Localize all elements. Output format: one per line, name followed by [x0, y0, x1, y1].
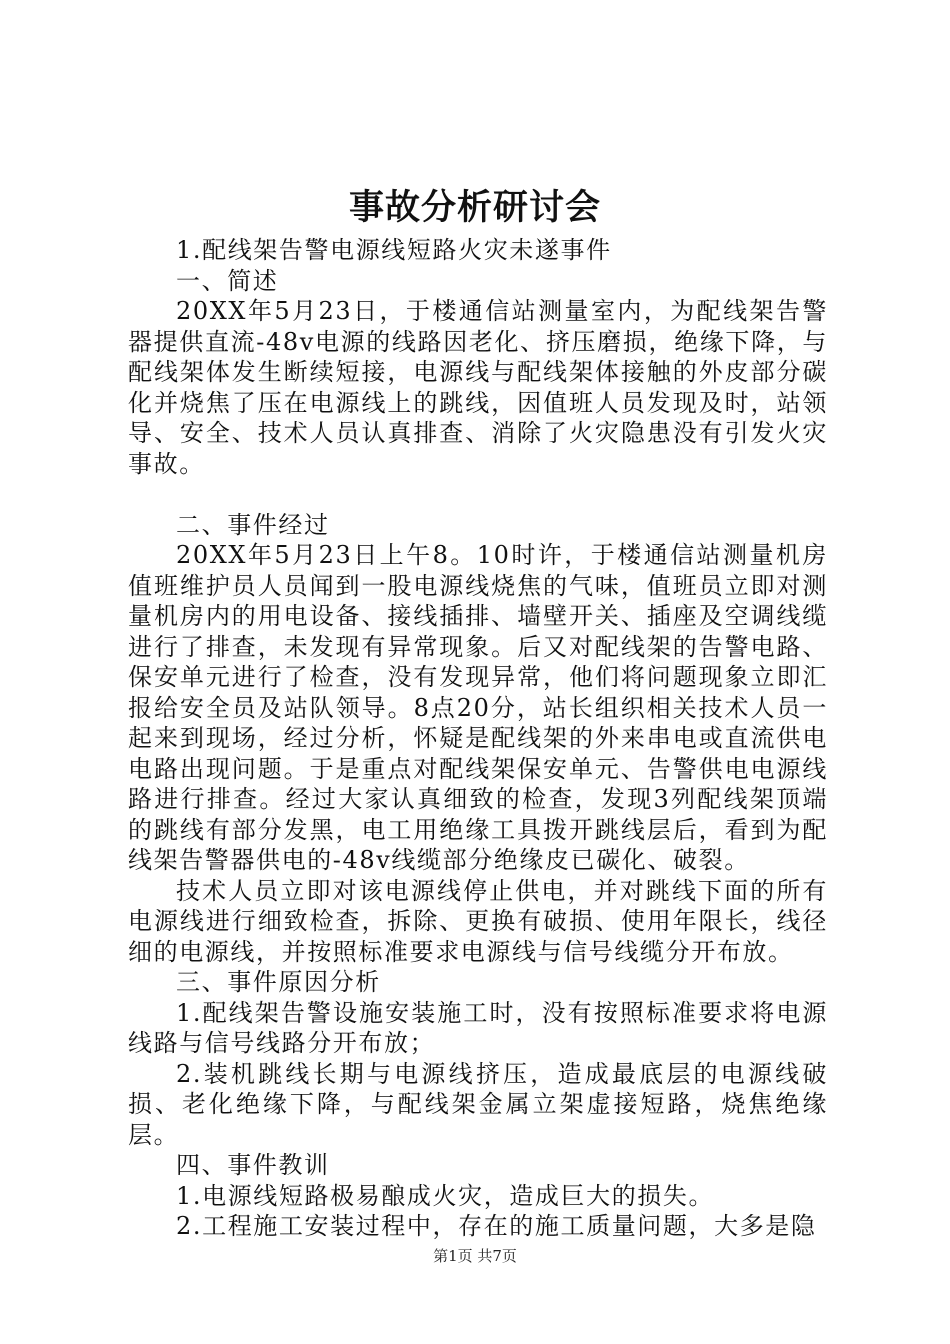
document-title: 事故分析研讨会 [348, 187, 601, 228]
section-heading-lessons: 四、事件教训 [176, 1151, 330, 1179]
lesson-item-1: 1.电源线短路极易酿成火灾，造成巨大的损失。 [176, 1181, 715, 1210]
action-paragraph: 技术人员立即对该电源线停止供电，并对跳线下面的所有电源线进行细致检查，拆除、更换有破损、使用年限长，线径细的电源线，并按照标准要求电源线与信号线缆分开布放。 [128, 876, 828, 966]
document-body [128, 235, 828, 1242]
process-paragraph: 20XX年5月23日上午8。10时许，于楼通信站测量机房值班维护员人员闻到一股电源线烧焦的气味，值班员立即对测量机房内的用电设备、接线插排、墙壁开关、插座及空调线缆进行了排查，未发现有异常现象。后又对配线架的告警电路、保安单元进行了检查，没有发现异常，他们将问题现象立即汇报给安全员及站队领导。8点20分，站长组织相关技术人员一起来到现场，经过分析，怀疑是配线架的外来串电或直流供电电路出现问题。于是重点对配线架保安单元、告警供电电源线路进行排查。经过大家认真细致的检查，发现3列配线架顶端的跳线有部分发黑，电工用绝缘工具拨开跳线层后，看到为配线架告警器供电的-48v线缆部分绝缘皮已碳化、破裂。 [128, 541, 828, 874]
cause-item-1: 1.配线架告警设施安装施工时，没有按照标准要求将电源线路与信号线路分开布放； [128, 998, 828, 1057]
summary-paragraph: 20XX年5月23日，于楼通信站测量室内，为配线架告警器提供直流-48v电源的线路因老化、挤压磨损，绝缘下降，与配线架体发生断续短接，电源线与配线架体接触的外皮部分碳化并烧焦了压在电源线上的跳线，因值班人员发现及时，站领导、安全、技术人员认真排查、消除了火灾隐患没有引发火灾事故。 [128, 297, 828, 478]
cause-item-2: 2.装机跳线长期与电源线挤压，造成最底层的电源线破损、老化绝缘下降，与配线架金属立架虚接短路，烧焦绝缘层。 [128, 1059, 828, 1149]
section-heading-process: 二、事件经过 [176, 510, 330, 539]
section-heading-cause: 三、事件原因分析 [176, 968, 381, 996]
event-heading: 1.配线架告警电源线短路火灾未遂事件 [176, 236, 612, 264]
paragraph-spacer [128, 479, 828, 510]
page-footer: 第1页 共7页 [433, 1247, 517, 1265]
section-heading-summary: 一、简述 [176, 266, 279, 295]
lesson-item-2: 2.工程施工安装过程中，存在的施工质量问题，大多是隐 [176, 1212, 817, 1240]
